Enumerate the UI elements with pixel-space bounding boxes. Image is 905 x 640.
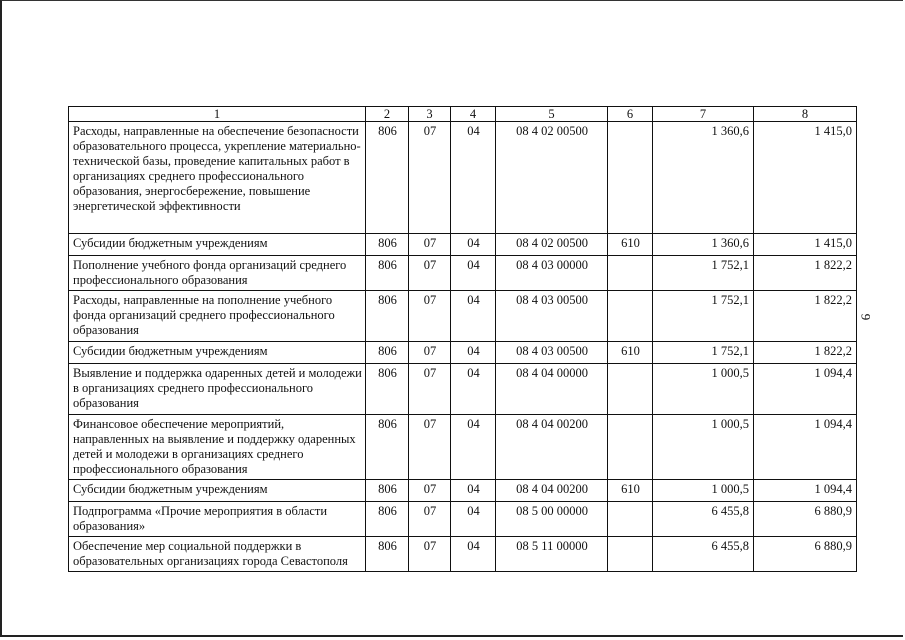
row-name-cell: Пополнение учебного фонда организаций среднего профессионального образования xyxy=(69,256,366,291)
row-gr-cell: 806 xyxy=(366,502,409,537)
table-row xyxy=(69,364,857,415)
row-gr-cell: 806 xyxy=(366,291,409,342)
row-amount-2022-cell: 1 094,4 xyxy=(754,480,857,502)
row-csr-cell: 08 4 03 00000 xyxy=(496,256,608,291)
budget-table xyxy=(68,106,857,572)
row-amount-2021-cell: 1 360,6 xyxy=(653,234,754,256)
row-rz-cell: 07 xyxy=(409,342,451,364)
row-csr-cell: 08 4 02 00500 xyxy=(496,122,608,234)
row-amount-2022-cell: 1 415,0 xyxy=(754,234,857,256)
row-gr-cell: 806 xyxy=(366,415,409,480)
row-rz-cell: 07 xyxy=(409,480,451,502)
row-vr-cell xyxy=(608,291,653,342)
row-rz-cell: 07 xyxy=(409,234,451,256)
row-amount-2022-cell: 1 415,0 xyxy=(754,122,857,234)
header-cell: 5 xyxy=(496,107,608,122)
row-vr-cell: 610 xyxy=(608,480,653,502)
row-amount-2022-cell: 6 880,9 xyxy=(754,537,857,572)
row-gr-cell: 806 xyxy=(366,364,409,415)
row-amount-2022-cell: 1 822,2 xyxy=(754,256,857,291)
row-name-cell: Расходы, направленные на пополнение учебного фонда организаций среднего профессионального образования xyxy=(69,291,366,342)
row-pr-cell: 04 xyxy=(451,122,496,234)
row-pr-cell: 04 xyxy=(451,502,496,537)
row-amount-2022-cell: 1 094,4 xyxy=(754,415,857,480)
row-rz-cell: 07 xyxy=(409,256,451,291)
row-vr-cell xyxy=(608,364,653,415)
row-pr-cell: 04 xyxy=(451,415,496,480)
table-row xyxy=(69,122,857,234)
row-rz-cell: 07 xyxy=(409,537,451,572)
row-gr-cell: 806 xyxy=(366,256,409,291)
row-vr-cell xyxy=(608,122,653,234)
header-cell: 4 xyxy=(451,107,496,122)
row-gr-cell: 806 xyxy=(366,480,409,502)
table-row xyxy=(69,415,857,480)
row-amount-2021-cell: 1 000,5 xyxy=(653,480,754,502)
row-vr-cell: 610 xyxy=(608,234,653,256)
row-amount-2021-cell: 1 000,5 xyxy=(653,364,754,415)
table-row xyxy=(69,234,857,256)
row-pr-cell: 04 xyxy=(451,480,496,502)
table-row xyxy=(69,256,857,291)
row-name-cell: Субсидии бюджетным учреждениям xyxy=(69,234,366,256)
row-name-cell: Финансовое обеспечение мероприятий, направленных на выявление и поддержку одаренных детей и молодежи в организациях среднего профессионального образования xyxy=(69,415,366,480)
row-amount-2022-cell: 1 094,4 xyxy=(754,364,857,415)
row-vr-cell xyxy=(608,502,653,537)
row-pr-cell: 04 xyxy=(451,342,496,364)
row-vr-cell xyxy=(608,415,653,480)
row-name-cell: Обеспечение мер социальной поддержки в образовательных организациях города Севастополя xyxy=(69,537,366,572)
row-amount-2021-cell: 1 752,1 xyxy=(653,291,754,342)
header-cell: 1 xyxy=(69,107,366,122)
row-csr-cell: 08 5 00 00000 xyxy=(496,502,608,537)
row-name-cell: Субсидии бюджетным учреждениям xyxy=(69,480,366,502)
header-cell: 2 xyxy=(366,107,409,122)
row-csr-cell: 08 4 04 00200 xyxy=(496,415,608,480)
header-cell: 8 xyxy=(754,107,857,122)
row-amount-2021-cell: 1 000,5 xyxy=(653,415,754,480)
row-pr-cell: 04 xyxy=(451,537,496,572)
row-pr-cell: 04 xyxy=(451,364,496,415)
row-vr-cell xyxy=(608,537,653,572)
row-csr-cell: 08 4 03 00500 xyxy=(496,342,608,364)
row-vr-cell xyxy=(608,256,653,291)
row-amount-2021-cell: 6 455,8 xyxy=(653,502,754,537)
row-rz-cell: 07 xyxy=(409,291,451,342)
table-header-row xyxy=(69,107,857,122)
row-csr-cell: 08 4 02 00500 xyxy=(496,234,608,256)
row-gr-cell: 806 xyxy=(366,537,409,572)
page-number: 9 xyxy=(858,313,874,321)
row-vr-cell: 610 xyxy=(608,342,653,364)
row-amount-2021-cell: 6 455,8 xyxy=(653,537,754,572)
row-name-cell: Выявление и поддержка одаренных детей и молодежи в организациях среднего профессионального образования xyxy=(69,364,366,415)
row-gr-cell: 806 xyxy=(366,122,409,234)
header-cell: 7 xyxy=(653,107,754,122)
table-row xyxy=(69,537,857,572)
row-amount-2021-cell: 1 360,6 xyxy=(653,122,754,234)
row-amount-2022-cell: 1 822,2 xyxy=(754,291,857,342)
row-name-cell: Субсидии бюджетным учреждениям xyxy=(69,342,366,364)
row-csr-cell: 08 4 04 00200 xyxy=(496,480,608,502)
row-csr-cell: 08 5 11 00000 xyxy=(496,537,608,572)
row-rz-cell: 07 xyxy=(409,364,451,415)
row-rz-cell: 07 xyxy=(409,122,451,234)
row-amount-2021-cell: 1 752,1 xyxy=(653,256,754,291)
row-name-cell: Подпрограмма «Прочие мероприятия в области образования» xyxy=(69,502,366,537)
row-pr-cell: 04 xyxy=(451,256,496,291)
row-amount-2021-cell: 1 752,1 xyxy=(653,342,754,364)
row-csr-cell: 08 4 03 00500 xyxy=(496,291,608,342)
row-pr-cell: 04 xyxy=(451,291,496,342)
row-name-cell: Расходы, направленные на обеспечение безопасности образовательного процесса, укрепление материально-технической базы, проведение капитальных работ в организациях среднего профессионального образования, энергосбережение, повышение энергетической эффективности xyxy=(69,122,366,234)
row-amount-2022-cell: 6 880,9 xyxy=(754,502,857,537)
header-cell: 6 xyxy=(608,107,653,122)
table-row xyxy=(69,480,857,502)
row-rz-cell: 07 xyxy=(409,415,451,480)
table-row xyxy=(69,291,857,342)
row-amount-2022-cell: 1 822,2 xyxy=(754,342,857,364)
row-gr-cell: 806 xyxy=(366,342,409,364)
table-row xyxy=(69,502,857,537)
row-gr-cell: 806 xyxy=(366,234,409,256)
table-row xyxy=(69,342,857,364)
row-csr-cell: 08 4 04 00000 xyxy=(496,364,608,415)
row-rz-cell: 07 xyxy=(409,502,451,537)
row-pr-cell: 04 xyxy=(451,234,496,256)
header-cell: 3 xyxy=(409,107,451,122)
